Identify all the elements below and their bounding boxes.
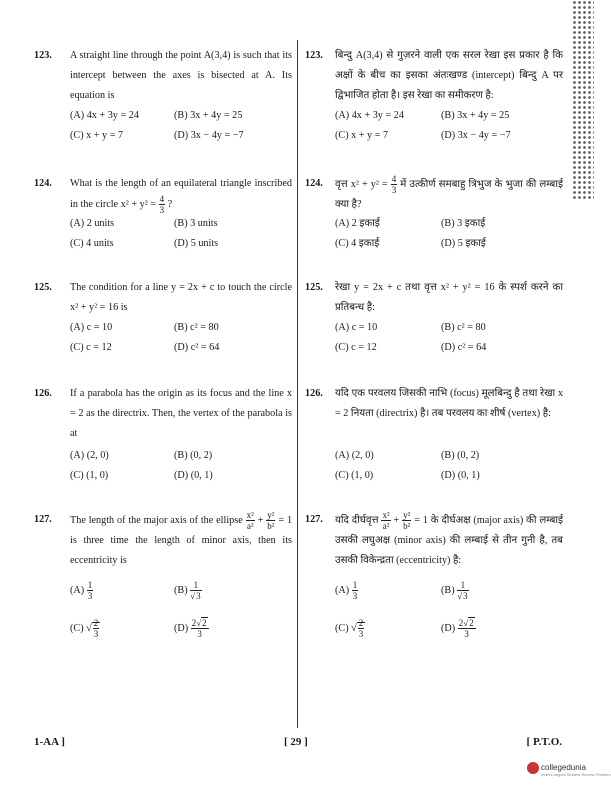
option-c[interactable]: (C) 4 इकाई [335, 238, 380, 249]
question-text: बिन्दु A(3,4) से गुज़रने वाली एक सरल रेखा इस प्रकार है कि अक्षों के बीच का इसका अंतःखण्ड (intercept) बिन्दु A पर द्विभाजित होता है। इस रेखा का समीकरण है: [335, 50, 563, 101]
collegedunia-logo: collegedunia India's largest Student Review Platform [527, 762, 611, 777]
paper-code: 1-AA ] [34, 736, 65, 748]
option-c[interactable]: (C) x + y = 7 [335, 130, 389, 141]
option-b[interactable]: (B) (0, 2) [441, 450, 480, 461]
logo-icon [527, 762, 539, 774]
question-text: रेखा y = 2x + c तथा वृत्त x² + y² = 16 के स्पर्श करने का प्रतिबन्ध है: [335, 282, 563, 313]
option-b[interactable]: (B) $\frac{1}{√3}$ [174, 580, 201, 601]
option-c[interactable]: (C) (1, 0) [335, 470, 374, 481]
option-d[interactable]: (D) c² = 64 [441, 342, 487, 353]
question-text: यदि एक परवलय जिसकी नाभि (focus) मूलबिन्दु है तथा रेखा x = 2 नियता (directrix) है। तब परवलय का शीर्ष (vertex) है: [335, 388, 563, 419]
question-number: 127. [34, 514, 52, 525]
question-number: 124. [34, 178, 52, 189]
option-a[interactable]: (A) $\frac{1}{3}$ [70, 580, 93, 601]
question-text: What is the length of an equilateral triangle inscribed in the circle x² + y² = $\frac{4}{3}$ ? [70, 178, 292, 215]
option-b[interactable]: (B) c² = 80 [441, 322, 486, 333]
option-b[interactable]: (B) 3x + 4y = 25 [174, 110, 243, 121]
column-divider [297, 40, 298, 728]
option-a[interactable]: (A) 2 units [70, 218, 115, 229]
option-d[interactable]: (D) 5 इकाई [441, 238, 486, 249]
option-a[interactable]: (A) c = 10 [335, 322, 378, 333]
question-text: If a parabola has the origin as its focus and the line x = 2 as the directrix. Then, the vertex of the parabola is at [70, 388, 292, 439]
option-a[interactable]: (A) (2, 0) [335, 450, 374, 461]
question-number: 127. [305, 514, 323, 525]
option-c[interactable]: (C) c = 12 [70, 342, 112, 353]
option-d[interactable]: (D) c² = 64 [174, 342, 220, 353]
option-d[interactable]: (D) 5 units [174, 238, 219, 249]
option-a[interactable]: (A) 2 इकाई [335, 218, 380, 229]
question-text: The condition for a line y = 2x + c to touch the circle x² + y² = 16 is [70, 282, 292, 313]
option-a[interactable]: (A) c = 10 [70, 322, 113, 333]
question-text: वृत्त x² + y² = $\frac{4}{3}$ में उत्कीर्ण समबाहु त्रिभुज के भुजा की लम्बाई क्या है? [335, 174, 564, 210]
option-c[interactable]: (C) √ $\frac{2}{3}$ [335, 618, 364, 639]
option-b[interactable]: (B) $\frac{1}{√3}$ [441, 580, 468, 601]
option-a[interactable]: (A) $\frac{1}{3}$ [335, 580, 358, 601]
option-c[interactable]: (C) √ $\frac{2}{3}$ [70, 618, 99, 639]
option-c[interactable]: (C) (1, 0) [70, 470, 109, 481]
question-number: 126. [34, 388, 52, 399]
option-c[interactable]: (C) 4 units [70, 238, 114, 249]
option-d[interactable]: (D) $\frac{2√2}{3}$ [174, 618, 207, 639]
option-d[interactable]: (D) (0, 1) [174, 470, 213, 481]
option-b[interactable]: (B) 3 इकाई [441, 218, 486, 229]
option-a[interactable]: (A) 4x + 3y = 24 [335, 110, 404, 121]
option-c[interactable]: (C) c = 12 [335, 342, 377, 353]
option-b[interactable]: (B) c² = 80 [174, 322, 219, 333]
question-number: 123. [34, 50, 52, 61]
question-text: यदि दीर्घवृत्त $\frac{\text{x²}}{\text{a²}}$ + $\frac{\text{y²}}{\text{b²}}$ = 1 के दीर्घअक्ष (major axis) की लम्बाई उसकी लघुअक्ष (minor axis) की लम्बाई से तीन गुनी है, तब उसकी विकेन्द्रता (eccentricity) है: [335, 510, 564, 566]
option-d[interactable]: (D) (0, 1) [441, 470, 480, 481]
option-d[interactable]: (D) $\frac{2√2}{3}$ [441, 618, 474, 639]
question-number: 125. [34, 282, 52, 293]
option-b[interactable]: (B) 3 units [174, 218, 218, 229]
option-b[interactable]: (B) (0, 2) [174, 450, 213, 461]
question-number: 123. [305, 50, 323, 61]
page-number: [ 29 ] [284, 736, 308, 748]
question-number: 125. [305, 282, 323, 293]
question-number: 126. [305, 388, 323, 399]
option-c[interactable]: (C) x + y = 7 [70, 130, 124, 141]
pto-label: [ P.T.O. [526, 736, 562, 748]
question-text: The length of the major axis of the ellipse $\frac{\text{x²}}{\text{a²}}$ + $\frac{\text{y²}}{\text{b²}}$ = 1 is three time the length of minor axis, then its eccentricity is [70, 510, 293, 566]
option-d[interactable]: (D) 3x − 4y = −7 [174, 130, 244, 141]
question-number: 124. [305, 178, 323, 189]
option-a[interactable]: (A) (2, 0) [70, 450, 109, 461]
question-text: A straight line through the point A(3,4) is such that its intercept between the axes is bisected at A. Its equation is [70, 50, 292, 101]
option-a[interactable]: (A) 4x + 3y = 24 [70, 110, 139, 121]
option-b[interactable]: (B) 3x + 4y = 25 [441, 110, 510, 121]
decorative-border [572, 0, 594, 200]
option-d[interactable]: (D) 3x − 4y = −7 [441, 130, 511, 141]
